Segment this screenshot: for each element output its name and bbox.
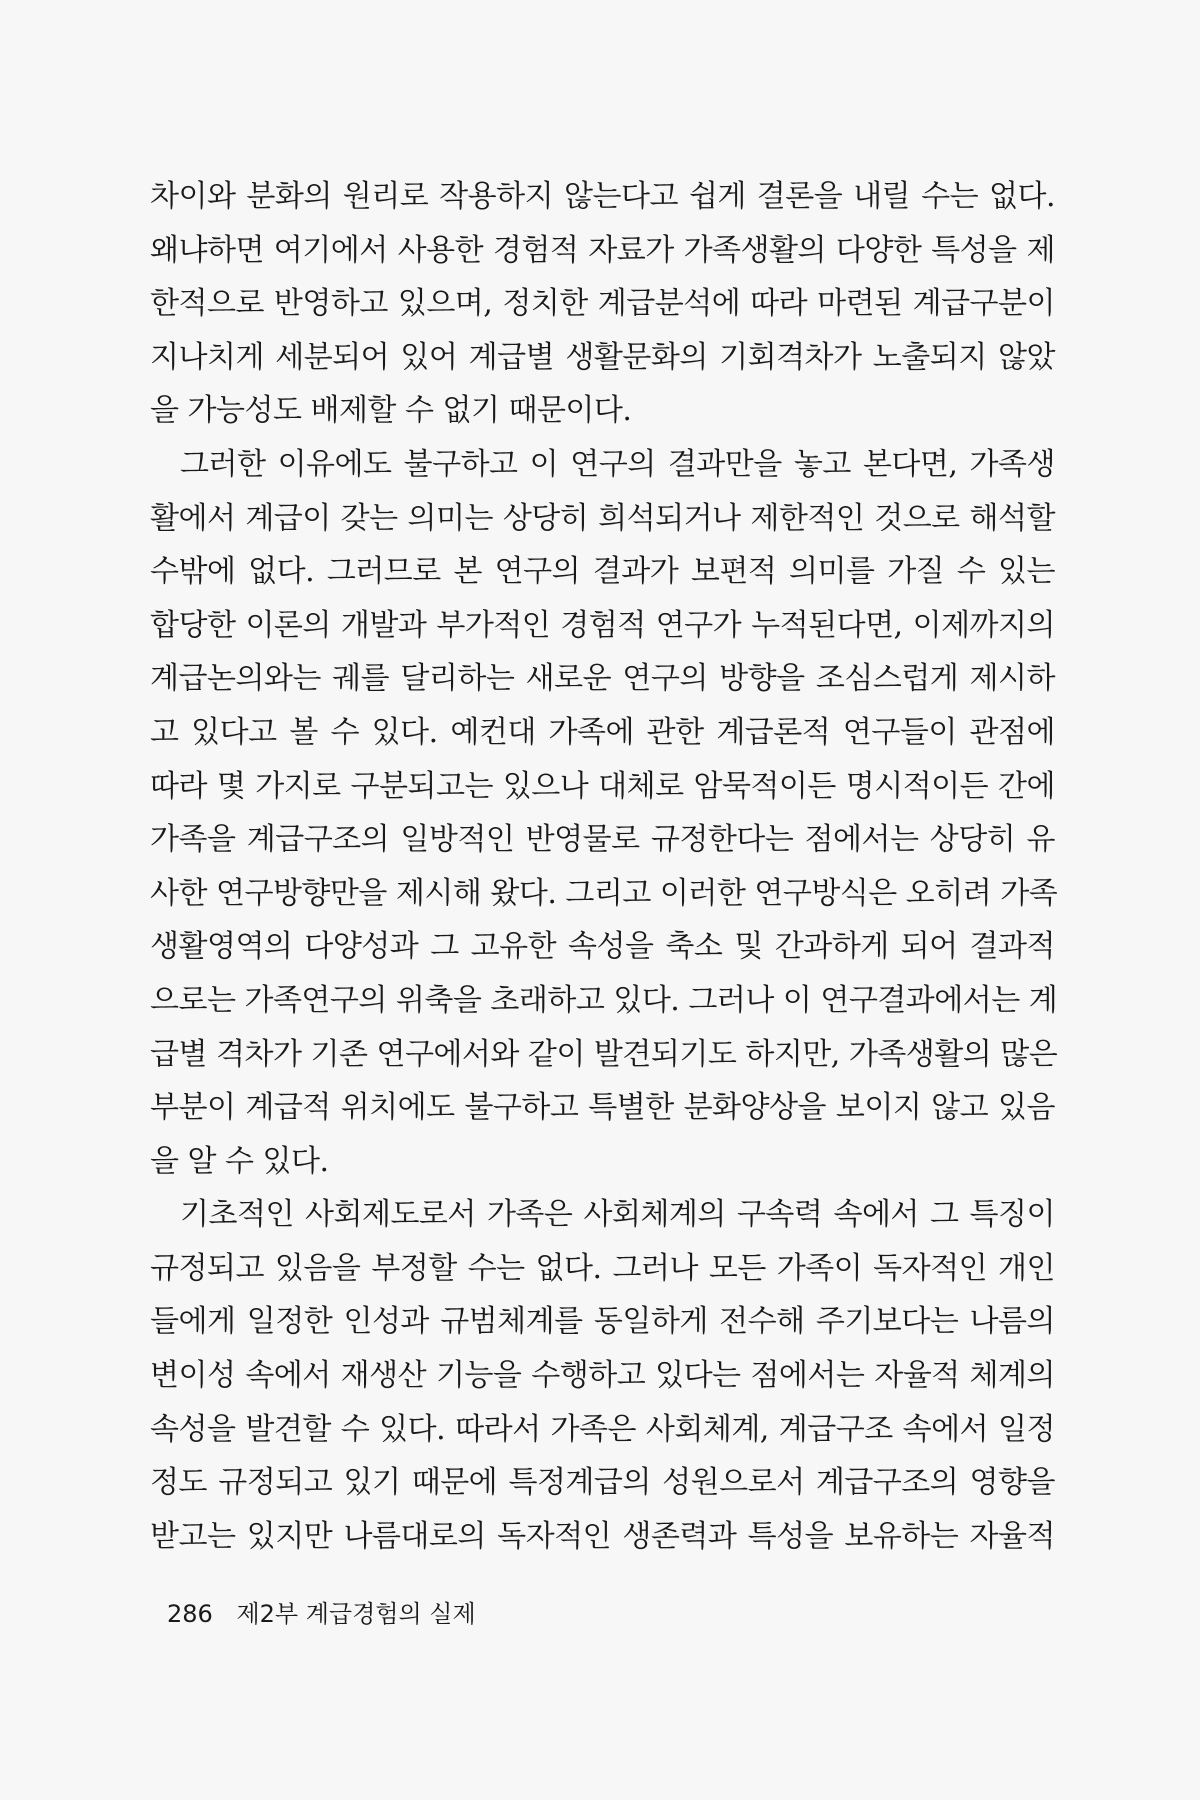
text-line: 가족을 계급구조의 일방적인 반영물로 규정한다는 점에서는 상당히 유 [150,822,1055,858]
page-footer [167,1594,476,1629]
text-line: 따라 몇 가지로 구분되고는 있으나 대체로 암묵적이든 명시적이든 간에 [150,768,1055,804]
paragraph-first-line: 기초적인 사회제도로서 가족은 사회체계의 구속력 속에서 그 특징이 [180,1197,1055,1233]
text-line: 지나치게 세분되어 있어 계급별 생활문화의 기회격차가 노출되지 않았 [150,339,1055,375]
text-line: 변이성 속에서 재생산 기능을 수행하고 있다는 점에서는 자율적 체계의 [150,1358,1055,1394]
text-line: 으로는 가족연구의 위축을 초래하고 있다. 그러나 이 연구결과에서는 계 [150,982,1058,1018]
paragraph-first-line: 그러한 이유에도 불구하고 이 연구의 결과만을 놓고 본다면, 가족생 [180,446,1055,482]
text-line: 사한 연구방향만을 제시해 왔다. 그리고 이러한 연구방식은 오히려 가족 [150,875,1058,911]
text-line: 을 가능성도 배제할 수 없기 때문이다. [150,393,632,429]
text-line: 합당한 이론의 개발과 부가적인 경험적 연구가 누적된다면, 이제까지의 [150,607,1055,643]
text-line: 을 알 수 있다. [150,1143,329,1179]
text-line: 수밖에 없다. 그러므로 본 연구의 결과가 보편적 의미를 가질 수 있는 [150,554,1055,590]
running-head: 제2부 계급경험의 실제 [236,1600,476,1628]
page-number: 286 [167,1600,213,1628]
text-line: 규정되고 있음을 부정할 수는 없다. 그러나 모든 가족이 독자적인 개인 [150,1250,1055,1286]
text-line: 계급논의와는 궤를 달리하는 새로운 연구의 방향을 조심스럽게 제시하 [150,661,1056,697]
text-line: 받고는 있지만 나름대로의 독자적인 생존력과 특성을 보유하는 자율적 [150,1518,1056,1554]
text-line: 속성을 발견할 수 있다. 따라서 가족은 사회체계, 계급구조 속에서 일정 [150,1411,1055,1447]
text-line: 한적으로 반영하고 있으며, 정치한 계급분석에 따라 마련된 계급구분이 [150,286,1055,322]
text-line: 부분이 계급적 위치에도 불구하고 특별한 분화양상을 보이지 않고 있음 [150,1090,1055,1126]
text-line: 급별 격차가 기존 연구에서와 같이 발견되기도 하지만, 가족생활의 많은 [150,1036,1058,1072]
text-line: 생활영역의 다양성과 그 고유한 속성을 축소 및 간과하게 되어 결과적 [150,929,1055,965]
text-line: 정도 규정되고 있기 때문에 특정계급의 성원으로서 계급구조의 영향을 [150,1465,1055,1501]
body-text [150,170,1058,1563]
text-line: 차이와 분화의 원리로 작용하지 않는다고 쉽게 결론을 내릴 수는 없다. [150,179,1055,214]
text-line: 왜냐하면 여기에서 사용한 경험적 자료가 가족생활의 다양한 특성을 제 [150,232,1055,268]
text-line: 활에서 계급이 갖는 의미는 상당히 희석되거나 제한적인 것으로 해석할 [150,500,1055,536]
text-line: 들에게 일정한 인성과 규범체계를 동일하게 전수해 주기보다는 나름의 [150,1304,1055,1340]
text-line: 고 있다고 볼 수 있다. 예컨대 가족에 관한 계급론적 연구들이 관점에 [150,714,1055,750]
